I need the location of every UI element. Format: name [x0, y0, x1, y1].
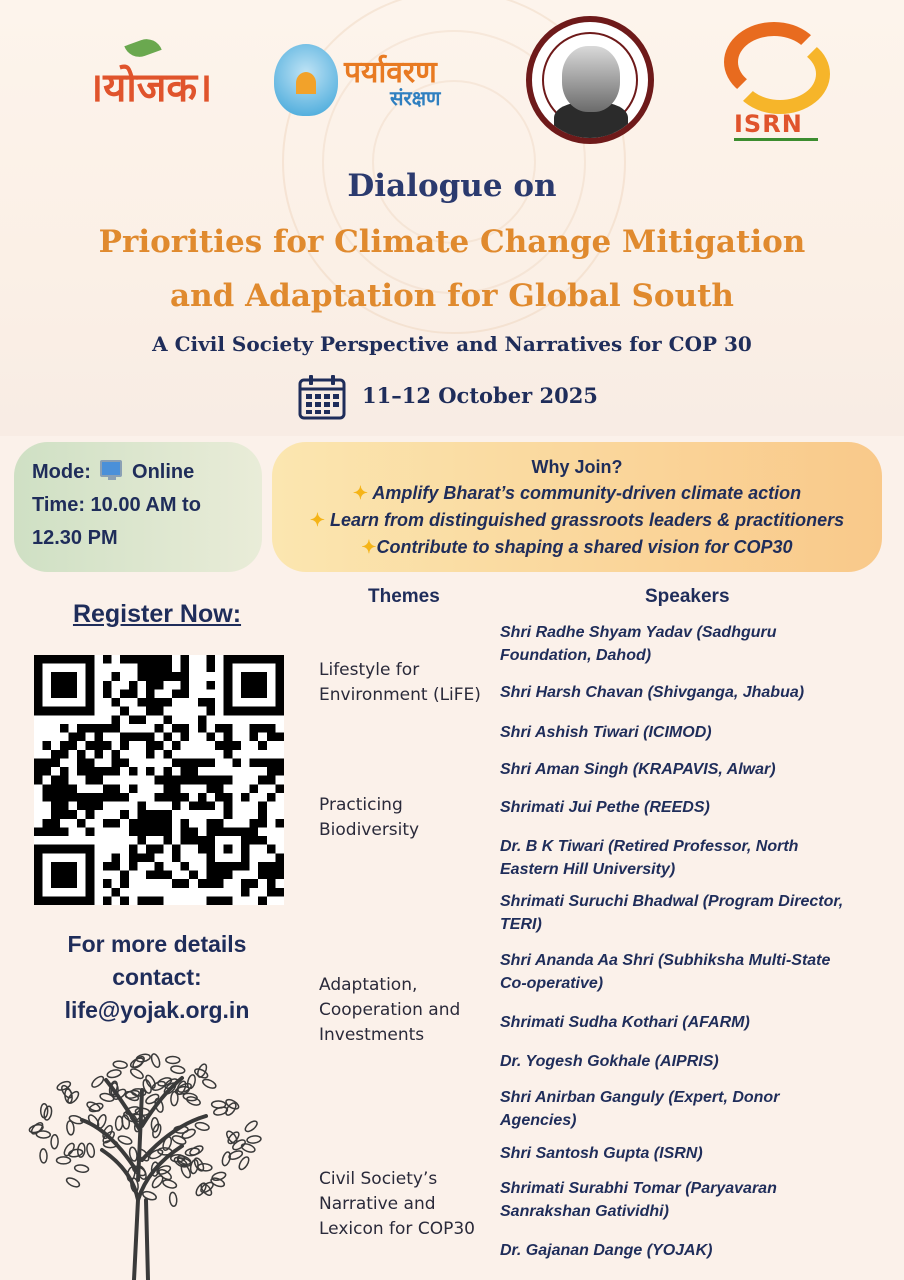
speaker-item: Shrimati Jui Pethe (REEDS): [500, 799, 710, 816]
themes-header: Themes: [368, 586, 440, 607]
portrait-face-icon: [562, 46, 620, 112]
abvi-institute-seal: [526, 16, 654, 144]
theme-item: Lifestyle for Environment (LiFE): [319, 660, 481, 705]
contact-block: [0, 928, 314, 1027]
contact-email-link[interactable]: life@yojak.org.in: [64, 997, 250, 1023]
register-now-link[interactable]: Register Now:: [72, 600, 242, 628]
speaker-item: Shri Ashish Tiwari (ICIMOD): [500, 724, 712, 741]
theme-item: Practicing Biodiversity: [319, 795, 420, 840]
event-subtitle: A Civil Society Perspective and Narratives for COP 30: [152, 332, 752, 356]
mode-value: Online: [132, 461, 195, 483]
isrn-arrow-icon: [730, 34, 830, 114]
sparkle-icon: ✦: [361, 537, 377, 557]
time-line2: 12.30 PM: [32, 527, 118, 549]
mode-label: Mode:: [32, 461, 91, 483]
paryavaran-sanrakshan-logo: [274, 40, 474, 120]
speaker-item: Shri Santosh Gupta (ISRN): [500, 1145, 703, 1162]
why-join-item: ✦ Learn from distinguished grassroots leaders & practitioners: [309, 510, 845, 530]
event-title-line2: and Adaptation for Global South: [170, 278, 734, 314]
sparkle-icon: ✦: [352, 483, 368, 503]
contact-line1: For more details: [67, 931, 247, 957]
why-join-item: ✦Contribute to shaping a shared vision for COP30: [361, 537, 793, 557]
paryavaran-logo-subtitle: संरक्षण: [390, 86, 441, 110]
isrn-logo: [716, 22, 840, 142]
computer-icon: [100, 460, 122, 477]
water-drop-icon: [274, 44, 338, 116]
speaker-item: Shri Aman Singh (KRAPAVIS, Alwar): [500, 761, 776, 778]
theme-item: Civil Society’s Narrative and Lexicon for COP30: [319, 1169, 475, 1239]
speaker-item: Shri Radhe Shyam Yadav (Sadhguru Foundation, Dahod): [500, 624, 777, 664]
speaker-item: Shrimati Sudha Kothari (AFARM): [500, 1014, 750, 1031]
speaker-item: Dr. Yogesh Gokhale (AIPRIS): [500, 1053, 719, 1070]
contact-line2: contact:: [112, 964, 202, 990]
speaker-item: Shrimati Surabhi Tomar (Paryavaran Sanrakshan Gatividhi): [500, 1180, 777, 1220]
theme-item: Adaptation, Cooperation and Investments: [319, 975, 461, 1045]
why-join-box: [272, 442, 882, 572]
tree-illustration: [22, 1050, 266, 1280]
sparkle-icon: ✦: [309, 510, 325, 530]
yojak-logo: [88, 40, 248, 120]
why-join-item: ✦ Amplify Bharat’s community-driven climate action: [352, 483, 802, 503]
why-join-title: Why Join?: [531, 457, 623, 477]
yojak-logo-text: ।योजक।: [88, 64, 213, 111]
speaker-item: Dr. Gajanan Dange (YOJAK): [500, 1242, 713, 1259]
calendar-icon: [298, 374, 346, 420]
speaker-item: Dr. B K Tiwari (Retired Professor, North Eastern Hill University): [500, 838, 799, 878]
registration-qr-code[interactable]: [34, 655, 284, 905]
mode-time-box: [14, 442, 262, 572]
event-title-line1: Priorities for Climate Change Mitigation: [98, 224, 806, 260]
event-date: 11–12 October 2025: [362, 383, 598, 408]
paryavaran-logo-title: पर्यावरण: [344, 55, 437, 90]
dialogue-heading: Dialogue on: [347, 168, 557, 204]
mode-line: [32, 456, 244, 489]
speakers-header: Speakers: [645, 586, 730, 607]
speaker-item: Shri Harsh Chavan (Shivganga, Jhabua): [500, 684, 805, 701]
speaker-item: Shri Anirban Ganguly (Expert, Donor Agencies): [500, 1089, 780, 1129]
speaker-item: Shri Ananda Aa Shri (Subhiksha Multi-State Co-operative): [500, 952, 831, 992]
speaker-item: Shrimati Suruchi Bhadwal (Program Director, TERI): [500, 893, 844, 933]
isrn-logo-text: ISRN: [734, 110, 803, 138]
time-line1: Time: 10.00 AM to: [32, 494, 201, 516]
